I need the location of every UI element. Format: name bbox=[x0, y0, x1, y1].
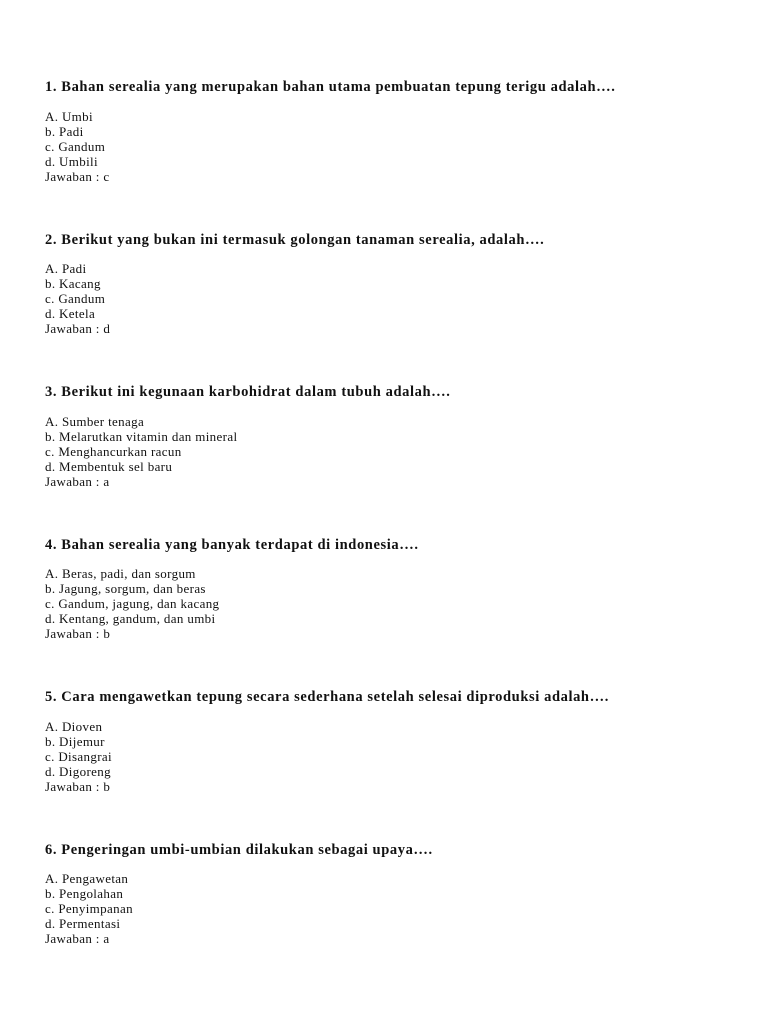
option-list bbox=[45, 871, 768, 946]
option-a: A. Umbi bbox=[45, 108, 93, 124]
option-c: c. Gandum bbox=[45, 291, 106, 306]
answer-line: Jawaban : a bbox=[45, 931, 110, 946]
option-a: A. Sumber tenaga bbox=[45, 413, 145, 429]
question-block-1 bbox=[45, 79, 768, 232]
option-a: A. Dioven bbox=[45, 718, 103, 734]
question-text: 3. Berikut ini kegunaan karbohidrat dalam tubuh adalah…. bbox=[45, 384, 451, 400]
option-a: A. Beras, padi, dan sorgum bbox=[45, 566, 196, 581]
option-c: c. Disangrai bbox=[45, 748, 113, 764]
option-c: c. Penyimpanan bbox=[45, 901, 133, 916]
option-d: d. Membentuk sel baru bbox=[45, 458, 173, 474]
question-block-4 bbox=[45, 537, 768, 690]
question-text: 6. Pengeringan umbi-umbian dilakukan sebagai upaya…. bbox=[45, 841, 433, 858]
answer-line: Jawaban : c bbox=[45, 168, 110, 184]
option-d: d. Digoreng bbox=[45, 763, 111, 779]
option-list bbox=[45, 719, 768, 794]
question-text: 4. Bahan serealia yang banyak terdapat di indonesia…. bbox=[45, 536, 419, 553]
option-a: A. Pengawetan bbox=[45, 871, 129, 886]
option-list bbox=[45, 109, 768, 184]
question-text: 5. Cara mengawetkan tepung secara sederhana setelah selesai diproduksi adalah…. bbox=[45, 689, 609, 705]
option-b: b. Kacang bbox=[45, 276, 101, 291]
option-b: b. Melarutkan vitamin dan mineral bbox=[45, 428, 238, 444]
option-list bbox=[45, 566, 768, 641]
option-list bbox=[45, 414, 768, 489]
question-block-5 bbox=[45, 689, 768, 842]
option-list bbox=[45, 261, 768, 336]
question-block-2 bbox=[45, 232, 768, 385]
option-b: b. Padi bbox=[45, 123, 84, 139]
option-c: c. Gandum bbox=[45, 138, 106, 154]
option-d: d. Permentasi bbox=[45, 916, 121, 931]
option-a: A. Padi bbox=[45, 261, 87, 276]
option-d: d. Ketela bbox=[45, 306, 96, 321]
question-block-6 bbox=[45, 842, 768, 995]
option-b: b. Pengolahan bbox=[45, 886, 124, 901]
question-text: 2. Berikut yang bukan ini termasuk golongan tanaman serealia, adalah…. bbox=[45, 231, 545, 248]
option-c: c. Gandum, jagung, dan kacang bbox=[45, 596, 220, 611]
option-b: b. Dijemur bbox=[45, 733, 105, 749]
option-d: d. Umbili bbox=[45, 153, 98, 169]
answer-line: Jawaban : a bbox=[45, 473, 110, 489]
option-b: b. Jagung, sorgum, dan beras bbox=[45, 581, 206, 596]
question-block-3 bbox=[45, 384, 768, 537]
option-c: c. Menghancurkan racun bbox=[45, 443, 182, 459]
answer-line: Jawaban : b bbox=[45, 778, 111, 794]
answer-line: Jawaban : b bbox=[45, 626, 111, 641]
question-text: 1. Bahan serealia yang merupakan bahan utama pembuatan tepung terigu adalah…. bbox=[45, 79, 616, 95]
answer-line: Jawaban : d bbox=[45, 321, 111, 336]
option-d: d. Kentang, gandum, dan umbi bbox=[45, 611, 216, 626]
